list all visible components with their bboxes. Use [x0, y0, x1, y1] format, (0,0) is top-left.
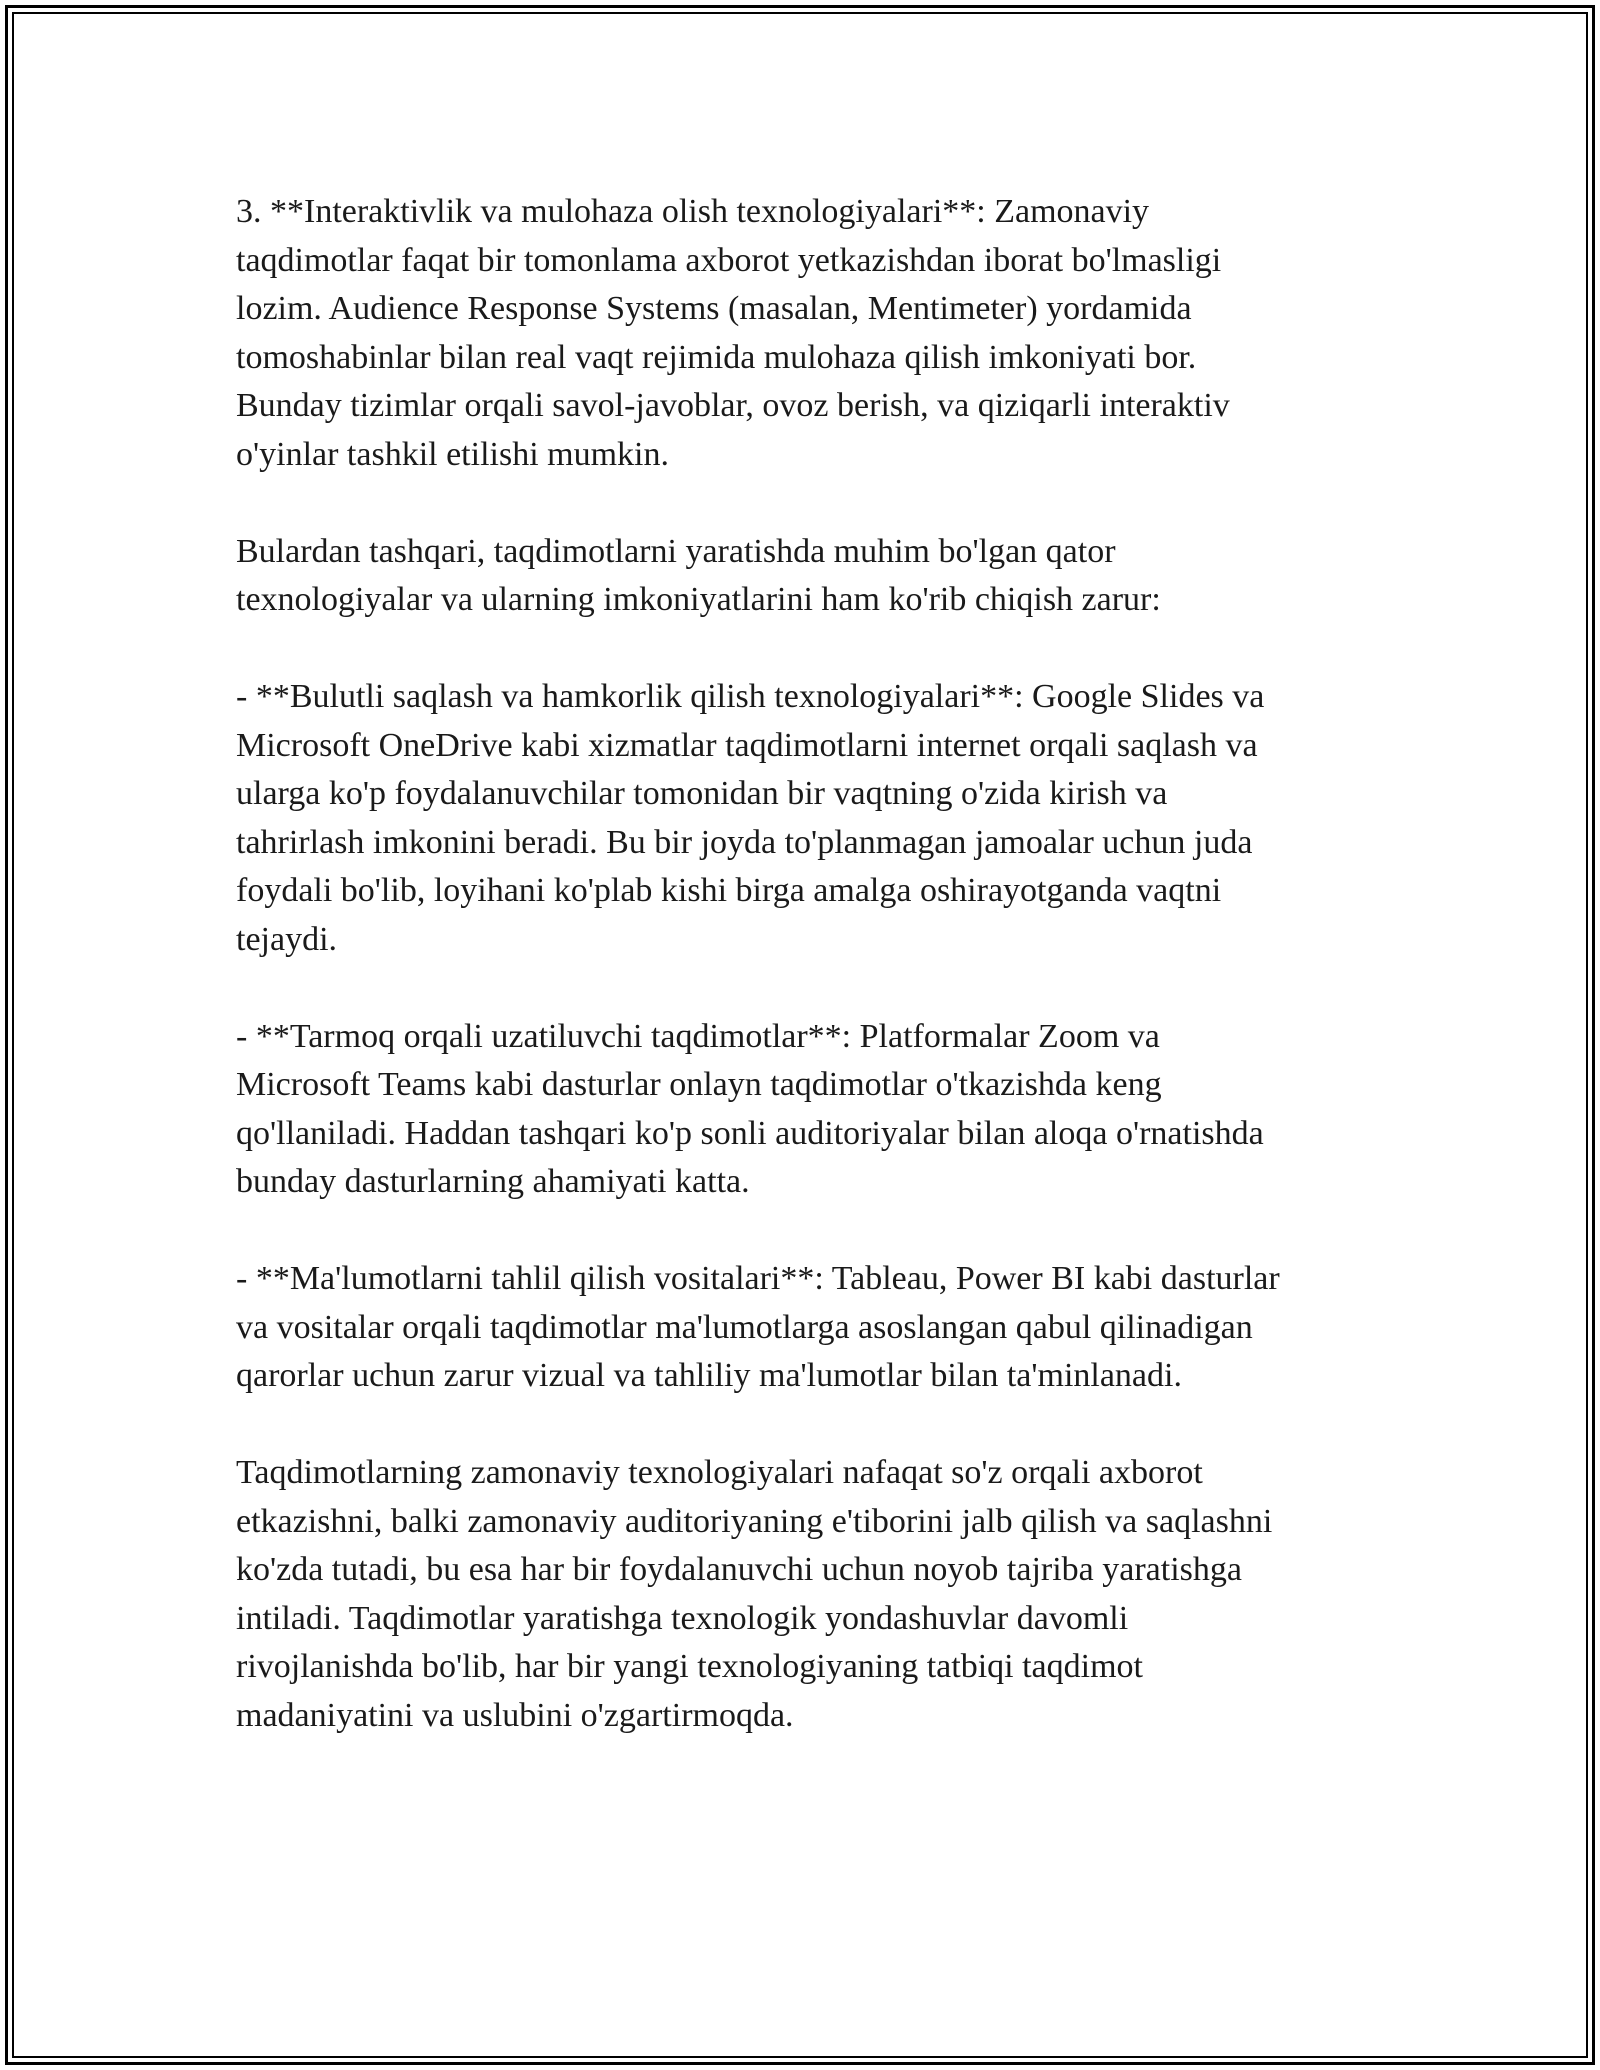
paragraph-conclusion: Taqdimotlarning zamonaviy texnologiyalari nafaqat so'z orqali axborot etkazishni, balki zamonaviy auditoriyaning e'tiborini jalb qilish va saqlashni ko'zda tutadi, bu esa har bir foydalanuvchi uchun noyob tajriba yaratishga intiladi. Taqdimotlar yaratishga texnologik yondashuvlar davomli rivojlanishda bo'lib, har bir yangi texnologiyaning tatbiqi taqdimot madaniyatini va uslubini o'zgartirmoqda.	[236, 1454, 1273, 1734]
paragraph-intro-technologies: Bulardan tashqari, taqdimotlarni yaratishda muhim bo'lgan qator texnologiyalar va ularning imkoniyatlarini ham ko'rib chiqish zarur:	[236, 532, 1161, 618]
paragraph-cloud-storage: - **Bulutli saqlash va hamkorlik qilish texnologiyalari**: Google Slides va Microsoft OneDrive kabi xizmatlar taqdimotlarni internet orqali saqlash va ularga ko'p foydalanuvchilar tomonidan bir vaqtning o'zida kirish va tahrirlash imkonini beradi. Bu bir joyda to'planmagan jamoalar uchun juda foydali bo'lib, loyihani ko'plab kishi birga amalga oshirayotganda vaqtni tejaydi.	[236, 678, 1265, 958]
document-body	[236, 188, 1376, 1789]
paragraph-network-presentations: - **Tarmoq orqali uzatiluvchi taqdimotlar**: Platformalar Zoom va Microsoft Teams kabi dasturlar onlayn taqdimotlar o'tkazishda keng qo'llaniladi. Haddan tashqari ko'p sonli auditoriyalar bilan aloqa o'rnatishda bunday dasturlarning ahamiyati katta.	[236, 1017, 1264, 1200]
paragraph-data-analysis: - **Ma'lumotlarni tahlil qilish vositalari**: Tableau, Power BI kabi dasturlar va vositalar orqali taqdimotlar ma'lumotlarga asoslangan qabul qilinadigan qarorlar uchun zarur vizual va tahliliy ma'lumotlar bilan ta'minlanadi.	[236, 1260, 1280, 1394]
paragraph-interactivity: 3. **Interaktivlik va mulohaza olish texnologiyalari**: Zamonaviy taqdimotlar faqat bir tomonlama axborot yetkazishdan iborat bo'lmasligi lozim. Audience Response Systems (masalan, Mentimeter) yordamida tomoshabinlar bilan real vaqt rejimida mulohaza qilish imkoniyati bor. Bunday tizimlar orqali savol-javoblar, ovoz berish, va qiziqarli interaktiv o'yinlar tashkil etilishi mumkin.	[236, 193, 1230, 473]
